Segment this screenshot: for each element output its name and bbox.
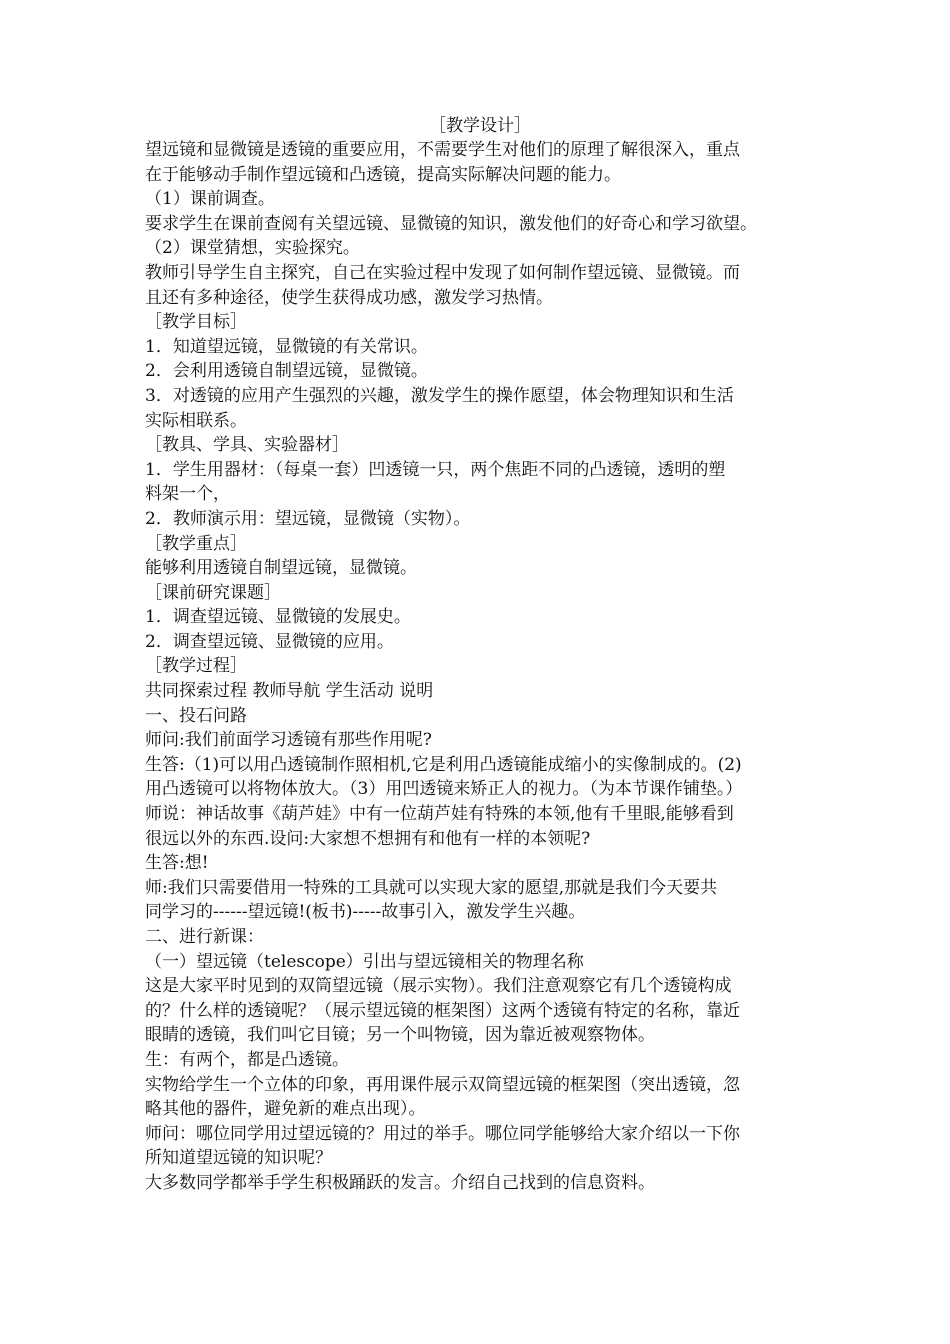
text-line: （2）课堂猜想，实验探究。 [145,238,360,259]
text-line: 师问:我们前面学习透镜有那些作用呢? [145,730,432,751]
text-line: 1．调查望远镜、显微镜的发展史。 [145,607,411,628]
text-line: 生答:（1)可以用凸透镜制作照相机,它是利用凸透镜能成缩小的实像制成的。(2) [145,754,742,775]
text-line: 1．学生用器材：（每桌一套）凹透镜一只，两个焦距不同的凸透镜，透明的塑 [145,459,726,480]
text-line: ［课前研究课题］ [145,582,281,603]
text-line: 大多数同学都举手学生积极踊跃的发言。介绍自己找到的信息资料。 [145,1172,655,1193]
text-line: （1）课前调查。 [145,189,275,210]
text-line: 眼睛的透镜，我们叫它目镜；另一个叫物镜，因为靠近被观察物体。 [145,1025,655,1046]
text-line: 能够利用透镜自制望远镜，显微镜。 [145,558,417,579]
text-line: 的？什么样的透镜呢？（展示望远镜的框架图）这两个透镜有特定的名称，靠近 [145,1000,740,1021]
text-line: 2．会利用透镜自制望远镜，显微镜。 [145,361,428,382]
text-line: 2．教师演示用：望远镜，显微镜（实物）。 [145,508,471,529]
text-line: 望远镜和显微镜是透镜的重要应用，不需要学生对他们的原理了解很深入，重点 [145,140,740,160]
text-line: 1．知道望远镜，显微镜的有关常识。 [145,336,428,357]
text-line: （一）望远镜（telescope）引出与望远镜相关的物理名称 [145,951,584,972]
text-line: 师说：神话故事《葫芦娃》中有一位葫芦娃有特殊的本领,他有千里眼,能够看到 [145,804,734,825]
text-line: 实物给学生一个立体的印象，再用课件展示双筒望远镜的框架图（突出透镜，忽 [145,1074,740,1095]
text-line: 生：有两个，都是凸透镜。 [145,1049,349,1070]
text-line: 且还有多种途径，使学生获得成功感，激发学习热情。 [145,287,553,308]
text-line: 生答:想! [145,853,209,874]
text-line: 同学习的------望远镜!(板书)-----故事引入，激发学生兴趣。 [145,902,586,923]
text-line: ［教学过程］ [145,656,247,677]
text-line: 师问：哪位同学用过望远镜的？用过的举手。哪位同学能够给大家介绍以一下你 [145,1123,740,1144]
text-line: ［教学目标］ [145,312,247,333]
text-line: 略其他的器件，避免新的难点出现）。 [145,1099,426,1120]
text-line: 在于能够动手制作望远镜和凸透镜，提高实际解决问题的能力。 [145,164,621,185]
text-line: ［教具、学具、实验器材］ [145,435,349,456]
document-page [145,114,815,1196]
section-heading-teaching-design: ［教学设计］ [429,116,531,136]
text-line: 这是大家平时见到的双筒望远镜（展示实物）。我们注意观察它有几个透镜构成 [145,976,732,997]
text-line: 用凸透镜可以将物体放大。（3）用凹透镜来矫正人的视力。（为本节课作铺垫。） [145,779,743,800]
document-body [145,138,815,1196]
text-line: 共同探索过程 教师导航 学生活动 说明 [145,681,434,702]
text-line: 二、进行新课： [145,927,264,947]
text-line: 料架一个， [145,484,230,505]
text-line: 师:我们只需要借用一特殊的工具就可以实现大家的愿望,那就是我们今天要共 [145,877,718,898]
text-line: 很远以外的东西.设问:大家想不想拥有和他有一样的本领呢? [145,828,591,849]
text-line: 所知道望远镜的知识呢？ [145,1148,332,1169]
text-line: 一、投石问路 [145,705,247,726]
text-line: 2．调查望远镜、显微镜的应用。 [145,631,394,652]
text-line: 3．对透镜的应用产生强烈的兴趣，激发学生的操作愿望，体会物理知识和生活 [145,385,734,406]
text-line: 要求学生在课前查阅有关望远镜、显微镜的知识，激发他们的好奇心和学习欲望。 [145,213,757,234]
text-line: ［教学重点］ [145,533,247,554]
text-line: 教师引导学生自主探究，自己在实验过程中发现了如何制作望远镜、显微镜。而 [145,262,740,283]
text-line: 实际相联系。 [145,410,247,431]
